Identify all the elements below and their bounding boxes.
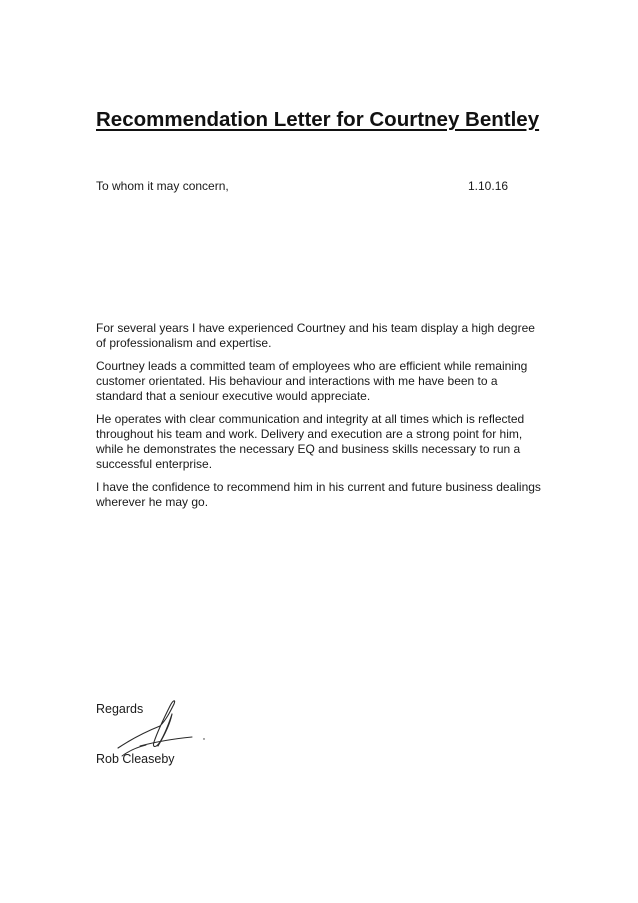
letter-body [96,321,546,518]
salutation: To whom it may concern, [96,179,229,193]
paragraph-3: He operates with clear communication and integrity at all times which is reflected throughout his team and work. Delivery and execution are a strong point for him, while he demonstrates the necessary EQ and business skills necessary to run a successful enterprise. [96,412,525,471]
paragraph-4: I have the confidence to recommend him in his current and future business dealings wherever he may go. [96,480,541,509]
letter-title: Recommendation Letter for Courtney Bentley [96,108,540,131]
signer-name: Rob Cleaseby [96,752,175,766]
letter-date: 1.10.16 [468,179,509,193]
paragraph-2: Courtney leads a committed team of employees who are efficient while remaining customer orientated. His behaviour and interactions with me have been to a standard that a seniour executive would appreciate. [96,359,528,403]
closing-text: Regards [96,702,144,716]
paragraph-1: For several years I have experienced Courtney and his team display a high degree of professionalism and expertise. [96,321,535,350]
